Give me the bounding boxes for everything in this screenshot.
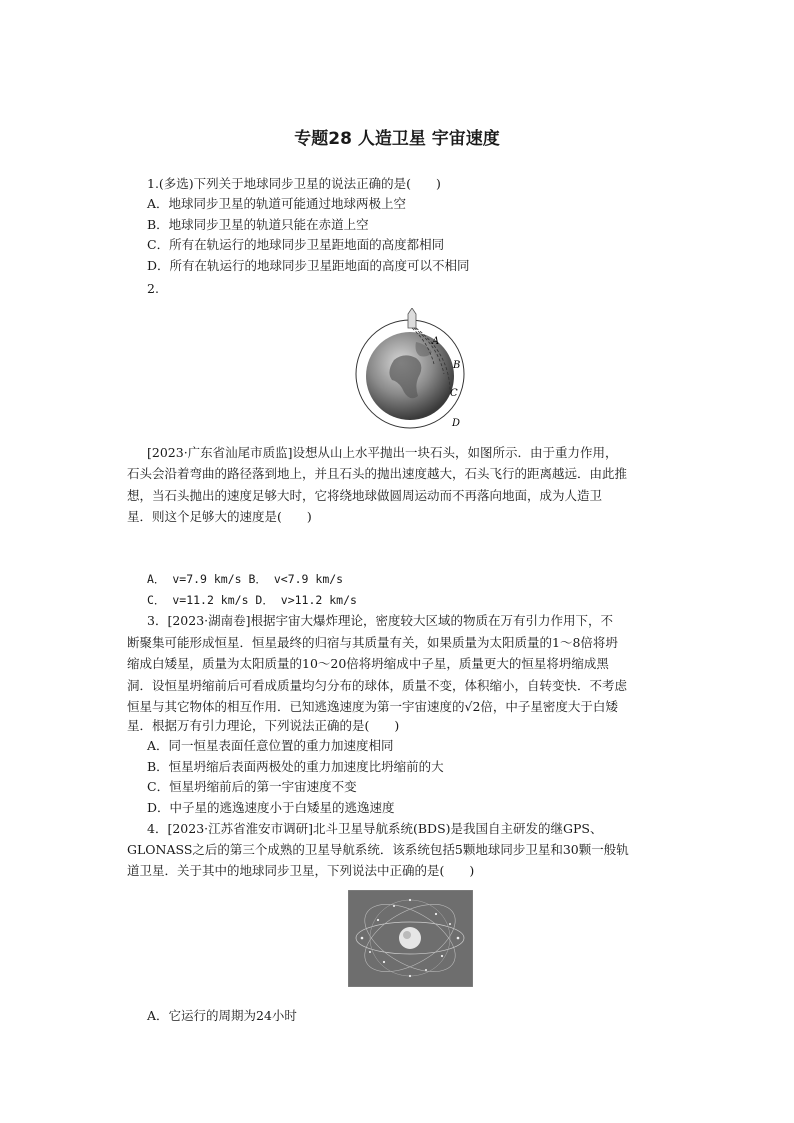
q2-stem-line-2: 石头会沿着弯曲的路径落到地上，并且石头的抛出速度越大，石头飞行的距离越远．由此推 bbox=[127, 466, 628, 481]
q3-option-b: B．恒星坍缩后表面两极处的重力加速度比坍缩前的大 bbox=[147, 759, 444, 774]
satellite-orbits-figure bbox=[348, 890, 473, 987]
q3-stem-line-4: 洞．设恒星坍缩前后可看成质量均匀分布的球体，质量不变，体积缩小，自转变快．不考虑 bbox=[127, 678, 628, 693]
label-b: B bbox=[453, 360, 461, 371]
earth-projectile-figure bbox=[354, 308, 474, 430]
q4-stem-line-3: 道卫星．关于其中的地球同步卫星，下列说法中正确的是( ) bbox=[127, 863, 475, 878]
q1-option-d: D．所有在轨运行的地球同步卫星距地面的高度可以不相同 bbox=[147, 258, 470, 273]
q4-stem-line-2: GLONASS之后的第三个成熟的卫星导航系统．该系统包括5颗地球同步卫星和30颗一般轨 bbox=[127, 842, 629, 857]
page-title: 专题28 人造卫星 宇宙速度 bbox=[294, 129, 500, 149]
q3-option-a: A．同一恒星表面任意位置的重力加速度相同 bbox=[147, 738, 394, 753]
q3-option-d: D．中子星的逃逸速度小于白矮星的逃逸速度 bbox=[147, 800, 395, 815]
q3-stem-line-1: 3．[2023·湖南卷]根据宇宙大爆炸理论，密度较大区域的物质在万有引力作用下，不 bbox=[147, 613, 613, 628]
label-c: C bbox=[450, 388, 458, 399]
q2-stem-line-1: [2023·广东省汕尾市质监]设想从山上水平抛出一块石头，如图所示．由于重力作用， bbox=[147, 445, 618, 460]
label-d: D bbox=[452, 418, 461, 429]
q1-option-c: C．所有在轨运行的地球同步卫星距地面的高度都相同 bbox=[147, 237, 445, 252]
q2-stem-line-3: 想，当石头抛出的速度足够大时，它将绕地球做圆周运动而不再落向地面，成为人造卫 bbox=[127, 488, 603, 503]
q2-options-cd: C． v=11.2 km/s D． v>11.2 km/s bbox=[147, 593, 357, 607]
q1-stem: 1.(多选)下列关于地球同步卫星的说法正确的是( ) bbox=[147, 176, 441, 191]
earth-icon bbox=[399, 927, 421, 949]
q1-option-b: B．地球同步卫星的轨道只能在赤道上空 bbox=[147, 217, 369, 232]
q3-stem-line-3: 缩成白矮星，质量为太阳质量的10～20倍将坍缩成中子星，质量更大的恒星将坍缩成黑 bbox=[127, 656, 609, 671]
q2-options-ab: A． v=7.9 km/s B． v<7.9 km/s bbox=[147, 572, 344, 586]
q2-number: 2. bbox=[147, 281, 159, 296]
q3-stem-line-6: 星．根据万有引力理论，下列说法正确的是( ) bbox=[127, 718, 400, 733]
q1-option-a: A．地球同步卫星的轨道可能通过地球两极上空 bbox=[147, 196, 407, 211]
label-a: A bbox=[432, 336, 440, 347]
q4-option-a: A．它运行的周期为24小时 bbox=[147, 1008, 297, 1023]
mountain-icon bbox=[408, 308, 416, 328]
q3-stem-line-5: 恒星与其它物体的相互作用．已知逃逸速度为第一宇宙速度的√2倍，中子星密度大于白矮 bbox=[127, 699, 618, 714]
q4-stem-line-1: 4．[2023·江苏省淮安市调研]北斗卫星导航系统(BDS)是我国自主研发的继GPS、 bbox=[147, 821, 603, 836]
q2-stem-line-4: 星．则这个足够大的速度是( ) bbox=[127, 509, 312, 524]
q3-option-c: C．恒星坍缩前后的第一宇宙速度不变 bbox=[147, 779, 357, 794]
q3-stem-line-2: 断聚集可能形成恒星．恒星最终的归宿与其质量有关，如果质量为太阳质量的1～8倍将坍 bbox=[127, 635, 618, 650]
